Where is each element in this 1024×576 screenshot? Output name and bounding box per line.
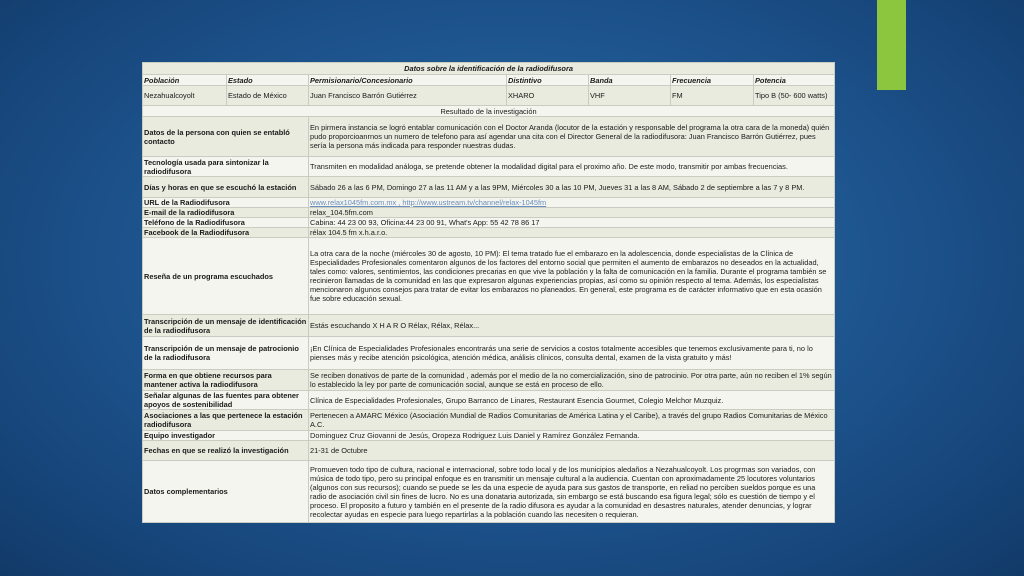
cell-estado: Estado de México xyxy=(227,86,309,106)
header-distintivo: Distintivo xyxy=(507,75,589,86)
cell-banda: VHF xyxy=(589,86,671,106)
row-label: Facebook de la Radiodifusora xyxy=(143,228,309,238)
row-label: Transcripción de un mensaje de patrocionio de la radiodifusora xyxy=(143,337,309,370)
table-row xyxy=(143,117,835,157)
row-label: Forma en que obtiene recursos para mantener activa la radiodifusora xyxy=(143,370,309,391)
row-label: URL de la Radiodifusora xyxy=(143,198,309,208)
table-title: Datos sobre la identificación de la radiodifusora xyxy=(143,63,835,75)
row-value: ¡En Clínica de Especialidades Profesionales encontrarás una serie de servicios a costos totalmente accesibles que tenemos exclusivamente para ti, no lo pienses más y recibe atención psicológica, atención médica, análisis clínicos, consulta dental, examen de la vista gratuito y más! xyxy=(309,337,835,370)
cell-frecuencia: FM xyxy=(671,86,754,106)
row-value: rélax 104.5 fm x.h.a.r.o. xyxy=(309,228,835,238)
header-poblacion: Población xyxy=(143,75,227,86)
cell-poblacion: Nezahualcoyolt xyxy=(143,86,227,106)
results-title: Resultado de la investigación xyxy=(143,106,835,117)
table-row xyxy=(143,370,835,391)
row-label: Asociaciones a las que pertenece la estación radiodifusora xyxy=(143,410,309,431)
row-value: Transmiten en modalidad análoga, se pretende obtener la modalidad digital para el proximo año. De este modo, transmitir por ambas frecuencias. xyxy=(309,157,835,177)
table-row xyxy=(143,228,835,238)
table-row xyxy=(143,218,835,228)
table-row xyxy=(143,441,835,461)
table-row xyxy=(143,410,835,431)
header-estado: Estado xyxy=(227,75,309,86)
row-label: Tecnología usada para sintonizar la radiodifusora xyxy=(143,157,309,177)
row-value: Promueven todo tipo de cultura, nacional e internacional, sobre todo local y de los municipios aledaños a Nezahualcoyolt. Los progrmas son variados, con música de todo tipo, pero su principal enfoque es en transmitir un mensaje cultural a la audiencia. Cuentan con aproximadamente 25 locutores voluntarios (algunos con sus recursos); cuando se puede se les da una especie de ayuda para sus gastos de transporte, en reliad no perciben sueldos porque es una radio de asociación civil sin fines de lucro. No es una donataria autorizada, sin embargo se está buscando esa figura legal; sólo es cuestión de tiempo y el proceso. El proposito a futuro y también en el presente de la radio difusora es ayudar a la comunidad en desastres naturales, atender denuncias, y lograr recolectar ayudas en especie para luego repartirlas a la población cuando las necesiten o requieran. xyxy=(309,461,835,523)
row-label: Datos complementarios xyxy=(143,461,309,523)
table-row xyxy=(143,431,835,441)
cell-distintivo: XHARO xyxy=(507,86,589,106)
row-value: Cabina: 44 23 00 93, Oficina:44 23 00 91, What's App: 55 42 78 86 17 xyxy=(309,218,835,228)
radio-info-table-container xyxy=(142,62,834,523)
row-value: La otra cara de la noche (miércoles 30 de agosto, 10 PM): El tema tratado fue el embarazo en la adolescencia, donde especialistas de la Clínica de Especialidades Profesionales comentaron algunos de los factores del entorno social que permiten el aumento de embarazos no deseados en la actualidad, tales como: valores, sentimientos, las condiciones precarias en que vive la población y la falta de comunicación en la familia. Durante el programa también se recinieron llamadas de la comunidad en las que expresaron algunas experiencias propias, así como su opinión respecto al tema. Además, los especialistas mencionaron algunos consejos para tratar de evitar los embarazos no planeados. En general, este programa es de carácter informativo que en esta ocasión fue sobre educación sexual. xyxy=(309,238,835,315)
row-value: Dominguez Cruz Giovanni de Jesús, Oropeza Rodriguez Luis Daniel y Ramírez González Fernanda. xyxy=(309,431,835,441)
table-row xyxy=(143,238,835,315)
url-link[interactable]: www.relax1045fm.com.mx , http://www.ustream.tv/channel/relax-1045fm xyxy=(309,198,835,208)
row-label: Equipo investigador xyxy=(143,431,309,441)
row-value: Estás escuchando X H A R O Rélax, Rélax, Rélax... xyxy=(309,315,835,337)
table-row xyxy=(143,461,835,523)
row-value: relax_104.5fm.com xyxy=(309,208,835,218)
row-label: Datos de la persona con quien se entabló contacto xyxy=(143,117,309,157)
table-row xyxy=(143,157,835,177)
table-row xyxy=(143,391,835,410)
radio-info-table xyxy=(142,62,835,523)
table-row xyxy=(143,337,835,370)
header-potencia: Potencia xyxy=(754,75,835,86)
row-label: Días y horas en que se escuchó la estación xyxy=(143,177,309,198)
header-permisionario: Permisionario/Concesionario xyxy=(309,75,507,86)
row-label: E-mail de la radiodifusora xyxy=(143,208,309,218)
row-label: Transcripción de un mensaje de identificación de la radiodifusora xyxy=(143,315,309,337)
cell-permisionario: Juan Francisco Barrón Gutiérrez xyxy=(309,86,507,106)
row-label: Teléfono de la Radiodifusora xyxy=(143,218,309,228)
row-label: Fechas en que se realizó la investigación xyxy=(143,441,309,461)
table-row xyxy=(143,208,835,218)
cell-potencia: Tipo B (50- 600 watts) xyxy=(754,86,835,106)
row-value: Sábado 26 a las 6 PM, Domingo 27 a las 11 AM y a las 9PM, Miércoles 30 a las 10 PM, Jueves 31 a las 8 AM, Sábado 2 de septiembre a las 7 y 8 PM. xyxy=(309,177,835,198)
row-value: 21-31 de Octubre xyxy=(309,441,835,461)
row-value: En pirmera instancia se logró entablar comunicación con el Doctor Aranda (locutor de la estación y responsable del programa la otra cara de la moneda) quién pudo proporcioanrnos un numero de telefono para así agendar una cita con el Director General de la radiodifusora: Juan Francisco Barrón Gutiérrez, pues sería la persona más indicada para responder nuestras dudas. xyxy=(309,117,835,157)
header-banda: Banda xyxy=(589,75,671,86)
row-label: Señalar algunas de las fuentes para obtener apoyos de sostenibilidad xyxy=(143,391,309,410)
green-accent-bar xyxy=(877,0,906,90)
row-label: Reseña de un programa escuchados xyxy=(143,238,309,315)
table-row xyxy=(143,177,835,198)
table-row xyxy=(143,315,835,337)
row-value: Clínica de Especialidades Profesionales, Grupo Barranco de Linares, Restaurant Esencia Gourmet, Colegio Melchor Muzquiz. xyxy=(309,391,835,410)
row-value: Se reciben donativos de parte de la comunidad , además por el medio de la no comercialización, sino de patrocinio. Por otra parte, aún no reciben el 1% según lo establecido la ley por parte de comunicación social, aunque se está en proceso de ello. xyxy=(309,370,835,391)
header-frecuencia: Frecuencia xyxy=(671,75,754,86)
table-row xyxy=(143,198,835,208)
row-value: Pertenecen a AMARC México (Asociación Mundial de Radios Comunitarias de América Latina y el Caribe), a través del grupo Radios Comunitarias de México A.C. xyxy=(309,410,835,431)
